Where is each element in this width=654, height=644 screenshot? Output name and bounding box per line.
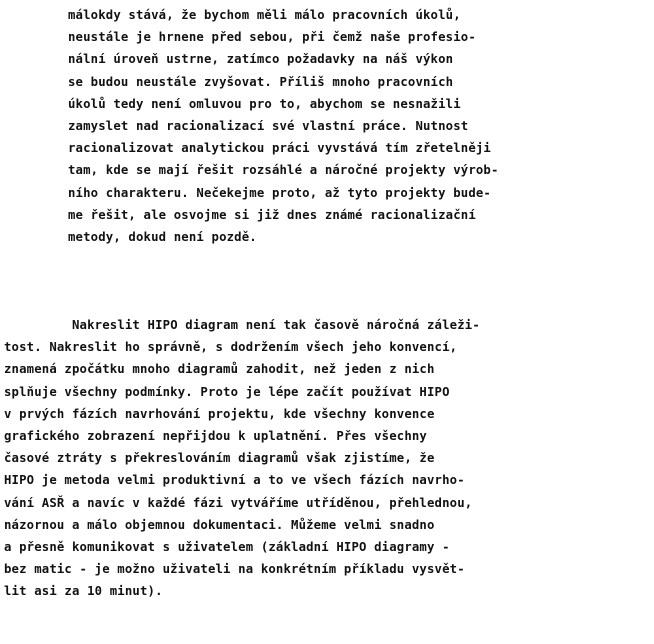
text-line: názornou a málo objemnou dokumentaci. Můžeme velmi snadno bbox=[4, 517, 435, 532]
text-line: metody, dokud není pozdě. bbox=[68, 229, 257, 244]
text-line: časové ztráty s překreslováním diagramů však zjistíme, že bbox=[4, 451, 435, 466]
text-line: tost. Nakreslit ho správně, s dodržením všech jeho konvencí, bbox=[4, 340, 458, 355]
text-line: zamyslet nad racionalizací své vlastní práce. Nutnost bbox=[68, 118, 469, 133]
text-line: racionalizovat analytickou práci vyvstává tím zřetelněji bbox=[68, 141, 491, 156]
text-line: nální úroveň ustrne, zatímco požadavky na náš výkon bbox=[68, 52, 454, 67]
text-line: me řešit, ale osvojme si již dnes známé racionalizační bbox=[68, 207, 476, 222]
text-line: neustále je hrnene před sebou, při čemž naše profesio- bbox=[68, 30, 476, 45]
paragraph-2 bbox=[0, 314, 654, 602]
text-line: znamená zpočátku mnoho diagramů zahodit, než jeden z nich bbox=[4, 362, 435, 377]
text-line: lit asi za 10 minut). bbox=[4, 584, 163, 599]
text-line: ního charakteru. Nečekejme proto, až tyto projekty bude- bbox=[68, 185, 491, 200]
text-line: tam, kde se mají řešit rozsáhlé a náročné projekty výrob- bbox=[68, 163, 499, 178]
text-line: málokdy stává, že bychom měli málo pracovních úkolů, bbox=[68, 8, 461, 22]
paragraph-1 bbox=[0, 4, 654, 248]
text-line: vání ASŘ a navíc v každé fázi vytváříme utříděnou, přehlednou, bbox=[4, 495, 473, 510]
text-line: HIPO je metoda velmi produktivní a to ve všech fázích navrho- bbox=[4, 473, 465, 488]
text-line: bez matic - je možno uživateli na konkrétním příkladu vysvět- bbox=[4, 562, 465, 577]
text-line: úkolů tedy není omluvou pro to, abychom se nesnažili bbox=[68, 96, 461, 111]
text-line: a přesně komunikovat s uživatelem (základní HIPO diagramy - bbox=[4, 539, 450, 554]
text-line: se budou neustále zvyšovat. Příliš mnoho pracovních bbox=[68, 74, 454, 89]
text-line: grafického zobrazení nepřijdou k uplatnění. Přes všechny bbox=[4, 428, 427, 443]
text-line: Nakreslit HIPO diagram není tak časově náročná záleži- bbox=[72, 318, 480, 332]
text-line: v prvých fázích navrhování projektu, kde všechny konvence bbox=[4, 406, 435, 421]
text-line: splňuje všechny podmínky. Proto je lépe začít používat HIPO bbox=[4, 384, 450, 399]
